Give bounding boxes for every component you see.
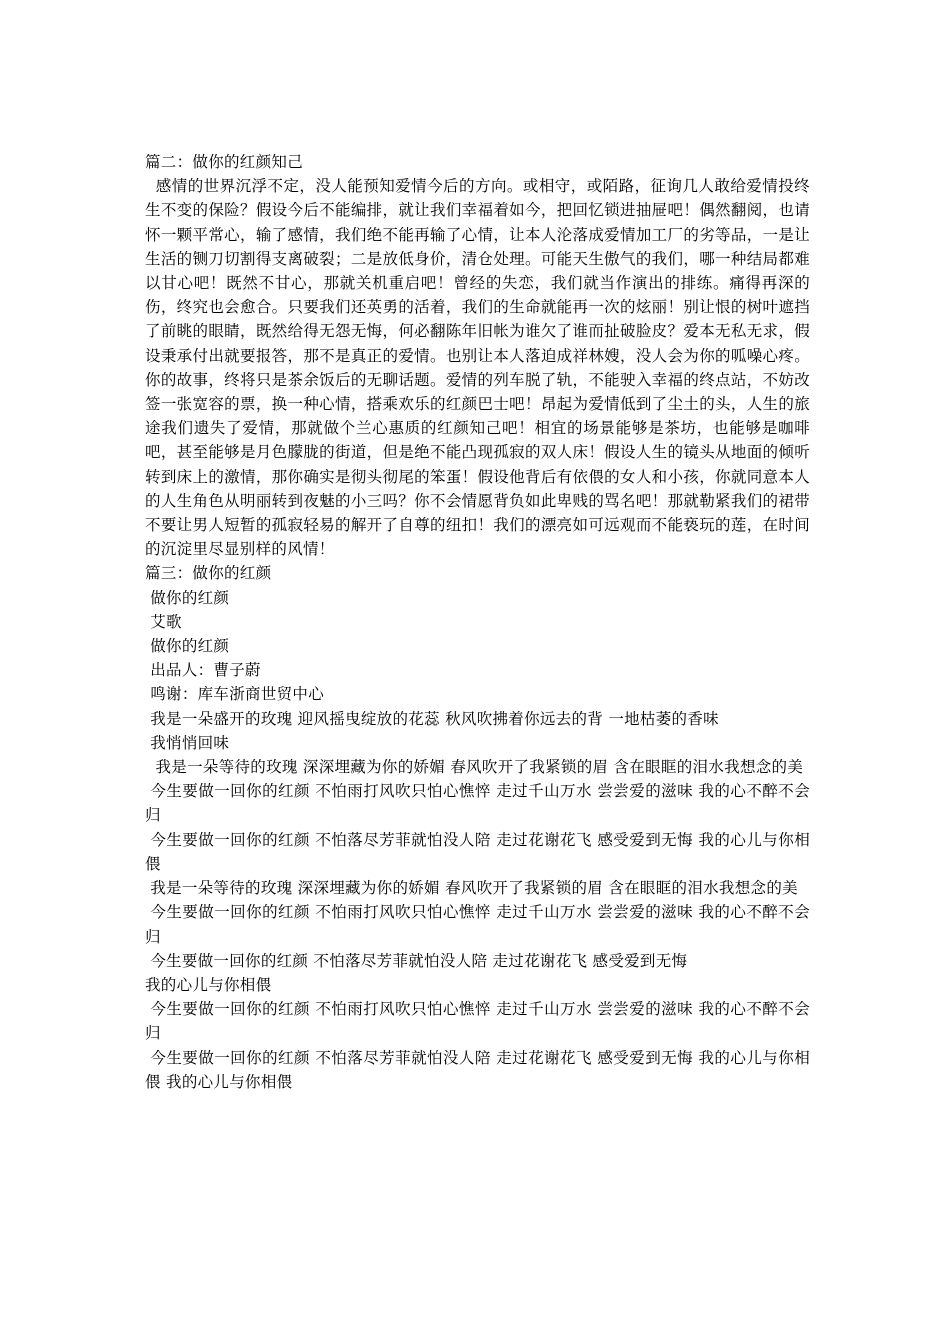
lyric-line: 今生要做一回你的红颜 不怕雨打风吹只怕心憔悴 走过千山万水 尝尝爱的滋味 我的心不醉不会归 <box>145 903 810 946</box>
song-artist: 艾歌 <box>145 612 182 631</box>
document-page <box>145 150 810 1094</box>
lyric-line: 我是一朵盛开的玫瑰 迎风摇曳绽放的花蕊 秋风吹拂着你远去的背 一地枯萎的香味 <box>145 709 719 728</box>
lyric-line: 今生要做一回你的红颜 不怕雨打风吹只怕心憔悴 走过千山万水 尝尝爱的滋味 我的心不醉不会归 <box>145 1000 810 1043</box>
section-heading-2: 篇二：做你的红颜知己 <box>145 153 304 171</box>
section-heading-3: 篇三：做你的红颜 <box>145 564 272 583</box>
lyric-line: 今生要做一回你的红颜 不怕雨打风吹只怕心憔悴 走过千山万水 尝尝爱的滋味 我的心不醉不会归 <box>145 782 810 825</box>
song-acknowledgement: 鸣谢：库车浙商世贸中心 <box>145 685 325 704</box>
lyric-line: 今生要做一回你的红颜 不怕落尽芳菲就怕没人陪 走过花谢花飞 感受爱到无悔 <box>145 951 688 970</box>
lyric-line: 今生要做一回你的红颜 不怕落尽芳菲就怕没人陪 走过花谢花飞 感受爱到无悔 我的心儿与你相偎 <box>145 830 810 873</box>
lyric-line: 我是一朵等待的玫瑰 深深埋藏为你的娇媚 春风吹开了我紧锁的眉 含在眼眶的泪水我想念的美 <box>145 879 798 898</box>
song-title: 做你的红颜 <box>145 588 230 607</box>
lyric-line: 我的心儿与你相偎 <box>145 975 272 994</box>
song-producer: 出品人：曹子蔚 <box>145 661 261 680</box>
song-title-repeat: 做你的红颜 <box>145 637 230 656</box>
section-2-body: 感情的世界沉浮不定，没人能预知爱情今后的方向。或相守，或陌路，征询几人敢给爱情投终生不变的保险？假设今后不能编排，就让我们幸福着如今，把回忆锁进抽屉吧！偶然翻阅，也请怀一颗平常心，输了感情，我们绝不能再输了心情，让本人沦落成爱情加工厂的劣等品，一是让生活的铡刀切割得支离破裂；二是放低身价，清仓处理。可能天生傲气的我们，哪一种结局都难以甘心吧！既然不甘心，那就关机重启吧！曾经的失恋，我们就当作演出的排练。痛得再深的伤，终究也会愈合。只要我们还英勇的活着，我们的生命就能再一次的炫丽！别让恨的树叶遮挡了前眺的眼睛，既然给得无怨无悔，何必翻陈年旧帐为谁欠了谁而扯破脸皮？爱本无私无求，假设秉承付出就要报答，那不是真正的爱情。也别让本人落迫成祥林嫂，没人会为你的呱噪心疼。你的故事，终将只是茶余饭后的无聊话题。爱情的列车脱了轨，不能驶入幸福的终点站，不妨改签一张宽容的票，换一种心情，搭乘欢乐的红颜巴士吧！昂起为爱情低到了尘土的头，人生的旅途我们遗失了爱情，那就做个兰心惠质的红颜知己吧！相宜的场景能够是茶坊，也能够是咖啡吧，甚至能够是月色朦胧的街道，但是绝不能凸现孤寂的双人床！假设人生的镜头从地面的倾听转到床上的激情，那你确实是彻头彻尾的笨蛋！假设他背后有依偎的女人和小孩，你就同意本人的人生角色从明丽转到夜魅的小三吗？你不会情愿背负如此卑贱的骂名吧！那就勒紧我们的裙带不要让男人短暂的孤寂轻易的解开了自尊的纽扣！我们的漂亮如可远观而不能亵玩的莲，在时间的沉淀里尽显别样的风情！ <box>145 177 810 559</box>
lyric-line: 我悄悄回味 <box>145 733 230 752</box>
lyric-line: 今生要做一回你的红颜 不怕落尽芳菲就怕没人陪 走过花谢花飞 感受爱到无悔 我的心儿与你相偎 我的心儿与你相偎 <box>145 1048 810 1091</box>
lyric-line: 我是一朵等待的玫瑰 深深埋藏为你的娇媚 春风吹开了我紧锁的眉 含在眼眶的泪水我想念的美 <box>145 758 804 777</box>
